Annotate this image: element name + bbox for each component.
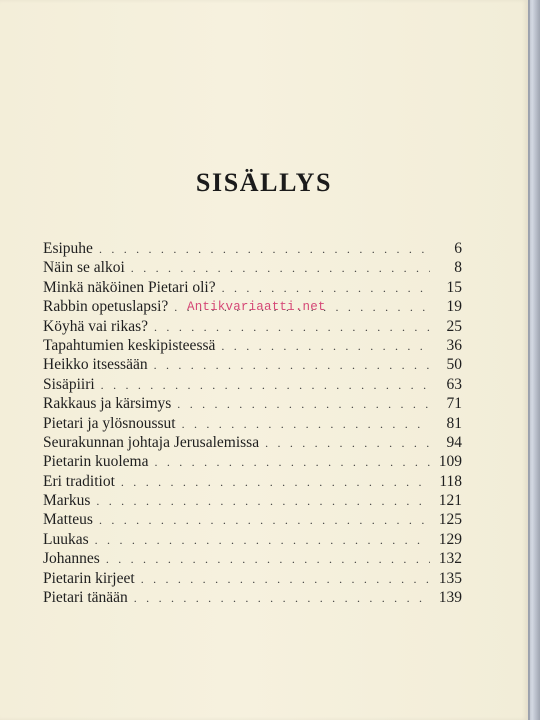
toc-entry bbox=[43, 569, 462, 588]
toc-entry-title: Matteus bbox=[43, 511, 93, 529]
toc-entry-page: 139 bbox=[438, 589, 462, 607]
toc-entry bbox=[43, 239, 462, 258]
toc-entry-title: Pietarin kuolema bbox=[43, 453, 149, 471]
toc-entry-page: 36 bbox=[446, 336, 462, 354]
dot-leader bbox=[131, 259, 430, 278]
toc-entry-title: Johannes bbox=[43, 550, 100, 568]
dot-leader bbox=[96, 492, 430, 511]
dot-leader bbox=[101, 376, 430, 395]
page-title: SISÄLLYS bbox=[195, 168, 333, 197]
toc-entry-title: Luukas bbox=[43, 530, 89, 548]
toc-entry-title: Pietarin kirjeet bbox=[43, 569, 135, 587]
toc-entry-page: 25 bbox=[446, 317, 462, 335]
toc-entry-title: Pietari ja ylösnoussut bbox=[43, 414, 176, 432]
dot-leader bbox=[154, 453, 430, 472]
toc-entry-page: 63 bbox=[446, 375, 462, 393]
toc-entry-page: 15 bbox=[446, 278, 462, 296]
toc-entry-page: 8 bbox=[454, 259, 462, 277]
toc-entry-title: Rabbin opetuslapsi? bbox=[43, 298, 169, 316]
toc-entry-page: 125 bbox=[438, 511, 462, 529]
dot-leader bbox=[222, 279, 430, 298]
dot-leader bbox=[177, 395, 430, 414]
toc-entry-page: 19 bbox=[446, 298, 462, 316]
dot-leader bbox=[154, 356, 430, 375]
toc-entry-title: Minkä näköinen Pietari oli? bbox=[43, 278, 216, 296]
toc-entry bbox=[43, 258, 462, 277]
toc-entry-title: Heikko itsessään bbox=[43, 356, 148, 374]
toc-entry-title: Seurakunnan johtaja Jerusalemissa bbox=[43, 433, 260, 451]
toc-entry bbox=[43, 375, 462, 394]
dot-leader bbox=[154, 318, 430, 337]
toc-entry-title: Pietari tänään bbox=[43, 589, 128, 607]
dot-leader bbox=[95, 531, 430, 550]
toc-entry-title: Sisäpiiri bbox=[43, 375, 95, 393]
dot-leader bbox=[221, 337, 430, 356]
toc-entry-page: 109 bbox=[438, 453, 462, 471]
toc-entry-page: 6 bbox=[454, 240, 462, 257]
toc-entry-title: Tapahtumien keskipisteessä bbox=[43, 336, 216, 354]
table-of-contents bbox=[43, 239, 462, 607]
toc-entry bbox=[43, 510, 462, 529]
dot-leader bbox=[265, 434, 430, 453]
watermark-text: Antikvariaatti.net bbox=[187, 300, 326, 314]
toc-entry bbox=[43, 278, 462, 297]
dot-leader bbox=[141, 570, 430, 589]
toc-entry-title: Köyhä vai rikas? bbox=[43, 317, 149, 335]
dot-leader bbox=[121, 473, 430, 492]
toc-entry-page: 135 bbox=[438, 569, 462, 587]
book-cover-edge bbox=[528, 0, 540, 720]
toc-entry bbox=[43, 452, 462, 471]
toc-entry bbox=[43, 491, 462, 510]
dot-leader bbox=[106, 550, 430, 569]
toc-entry-page: 118 bbox=[439, 472, 462, 490]
toc-entry bbox=[43, 530, 462, 549]
toc-entry bbox=[43, 549, 462, 568]
dot-leader bbox=[182, 415, 430, 434]
toc-entry-title: Esipuhe bbox=[43, 240, 93, 257]
toc-entry-page: 94 bbox=[446, 433, 462, 451]
toc-entry-page: 129 bbox=[438, 530, 462, 548]
toc-entry-title: Markus bbox=[43, 492, 91, 510]
toc-entry-title: Eri traditiot bbox=[43, 472, 115, 490]
dot-leader bbox=[99, 240, 430, 259]
toc-entry-page: 121 bbox=[438, 492, 462, 510]
toc-entry-title: Näin se alkoi bbox=[43, 259, 125, 277]
toc-entry-page: 132 bbox=[438, 550, 462, 568]
toc-entry bbox=[43, 433, 462, 452]
toc-entry bbox=[43, 355, 462, 374]
toc-entry bbox=[43, 394, 462, 413]
toc-entry-page: 71 bbox=[446, 395, 462, 413]
toc-entry bbox=[43, 472, 462, 491]
toc-entry-page: 50 bbox=[446, 356, 462, 374]
dot-leader bbox=[134, 589, 430, 608]
toc-entry bbox=[43, 414, 462, 433]
toc-entry bbox=[43, 588, 462, 607]
toc-entry-title: Rakkaus ja kärsimys bbox=[43, 395, 172, 413]
toc-entry bbox=[43, 336, 462, 355]
toc-entry-page: 81 bbox=[446, 414, 462, 432]
toc-entry bbox=[43, 317, 462, 336]
dot-leader bbox=[99, 511, 430, 530]
